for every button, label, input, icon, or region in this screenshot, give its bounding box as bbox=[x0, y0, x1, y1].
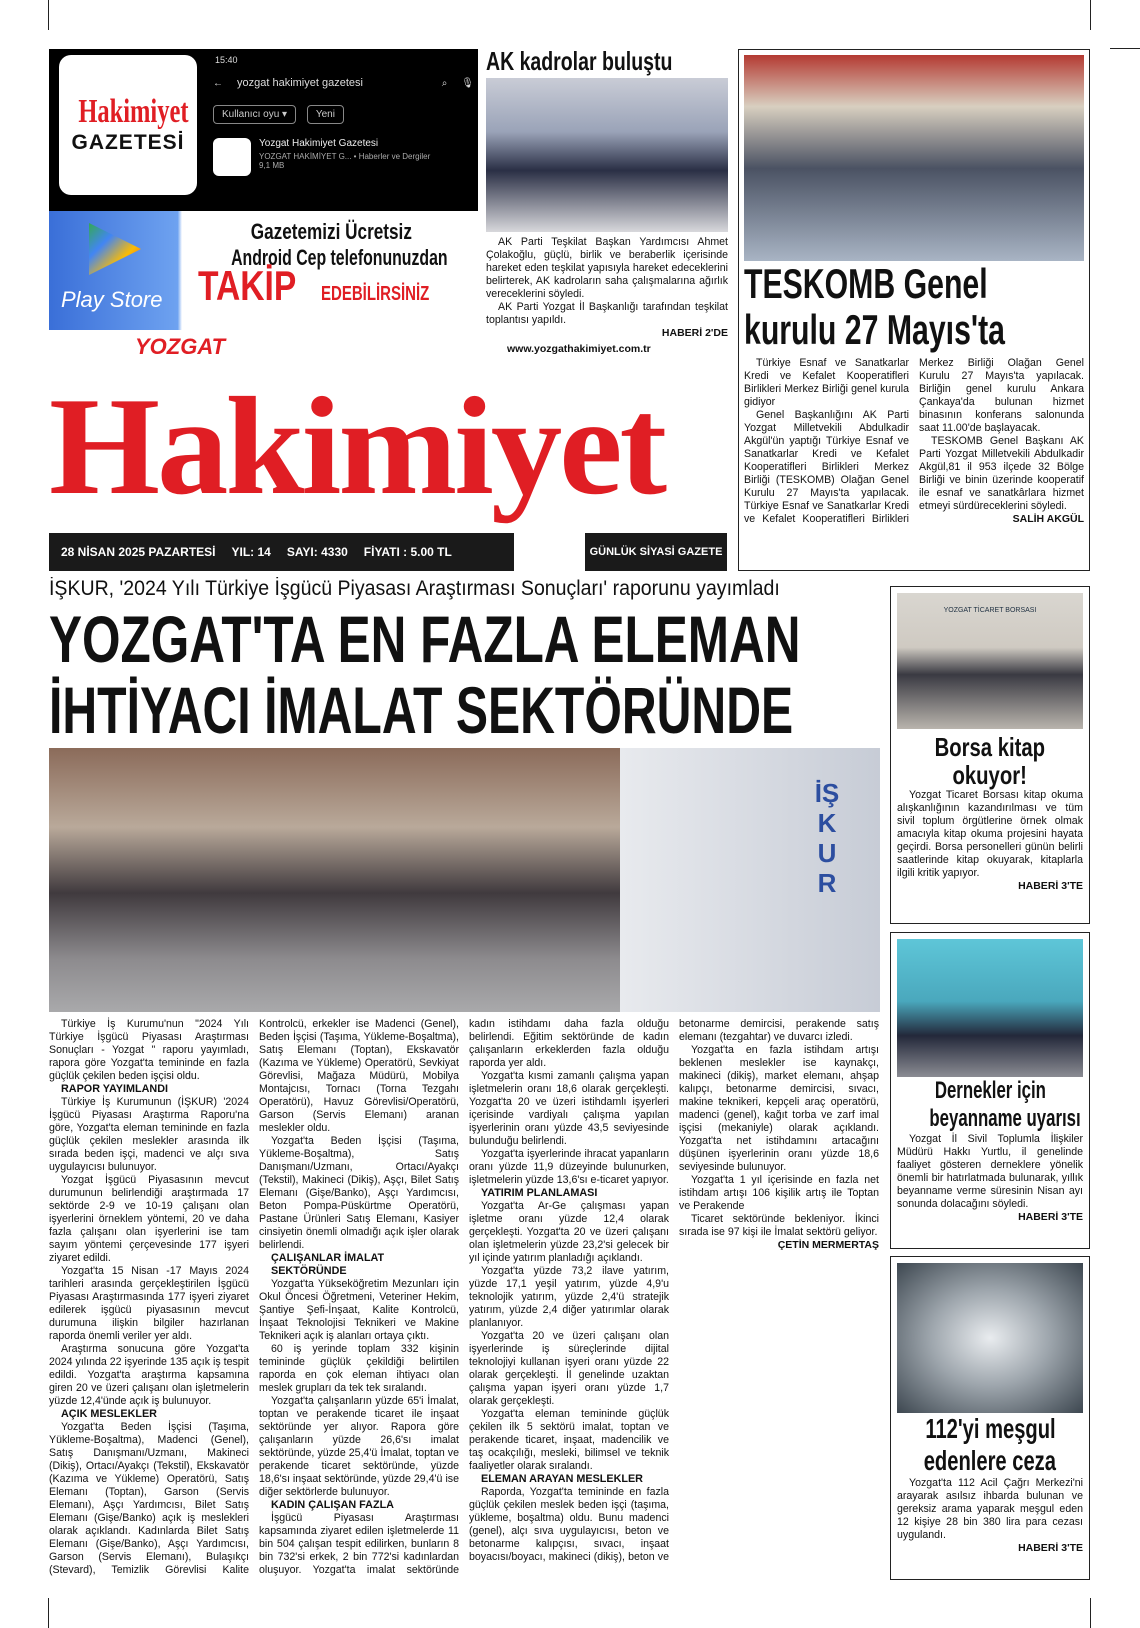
iskur-sign: İŞKUR bbox=[814, 778, 840, 898]
crop-mark bbox=[1110, 48, 1140, 49]
issue-number: SAYI: 4330 bbox=[286, 545, 348, 559]
search-text: yozgat hakimiyet gazetesi bbox=[237, 77, 363, 89]
borsa-photo bbox=[897, 593, 1083, 729]
ad-line-1: Gazetemizi Ücretsiz bbox=[250, 219, 413, 244]
article-paragraph: Yozgat'ta çalışanların yüzde 65'i İmalat, toptan ve perakende ticaret ile inşaat sektöründe yer alıyor. Rapora göre çalışanların yüzde 26,6'sı imalat sektöründe, yüzde 25,4'ü İmalat, toptan ve perakende ticaret sektöründe, yüzde 18,6'sı inşaat sektöründe, yüzde 29,4'ü ise diğer sektörlerde bulunuyor. bbox=[259, 1395, 459, 1498]
filter-chip: Yeni bbox=[307, 105, 344, 124]
side-story-title: Borsa kitap bbox=[934, 732, 1046, 762]
crop-mark bbox=[48, 1598, 49, 1628]
article-paragraph: Araştırma sonucuna göre Yozgat'ta 2024 yılında 22 işyerinde 135 açık iş tespit edildi. Yozgat'ta araştırma kapsamına giren 20 ve üzeri çalışanı olan işletmelerin yüzde 12,4'ünde açık iş bulunuyor. bbox=[49, 1343, 249, 1407]
teskomb-paragraph: Genel Başkanlığını AK Parti Yozgat Milletvekili Abdulkadir Akgül'ün yaptığı Türkiye Esnaf ve Sanatkarlar Kredi ve Kefalet Kooperatifleri Birlikleri Merkez Birliği (TESKOMB) Olağan Genel Kurulu 27 Mayıs'ta yapılacak. Türkiye Esnaf ve Sanatkarlar Kredi ve Kefalet Kooperatifleri Birlikleri Merkez Birliği Olağan Genel Kurulu 27 Mayıs'ta yapılacak. Birliğin genel kurulu Ankara Çankaya'da bulunan hizmet binasının konferans salonunda saat 11.00'de başlayacak. bbox=[744, 357, 1084, 525]
date-bar bbox=[49, 533, 514, 571]
issue-price: FİYATI : 5.00 TL bbox=[363, 545, 452, 559]
ak-story bbox=[486, 46, 728, 340]
crop-mark bbox=[48, 0, 49, 30]
side-story-ref: HABERİ 3'TE bbox=[1018, 1211, 1083, 1223]
article-paragraph: Yozgat'ta Ar-Ge çalışması yapan işletme oranı yüzde 12,4 olarak gerçekleşti. Yozgat'ta 20 ve üzeri çalışanı olan işletmelerin yüzde 23,2'si gelecek bir yıl içinde yatırım planladığı açıklandı. bbox=[469, 1200, 669, 1264]
photo-banner: YOZGAT TİCARET BORSASI bbox=[943, 607, 1037, 614]
logo-subtitle: GAZETESİ bbox=[71, 131, 185, 154]
article-paragraph: Türkiye İş Kurumu'nun "2024 Yılı Türkiye İşgücü Piyasası Araştırması Sonuçları - Yozgat " raporu yayımladı, rapora göre Yozgat'ta temininde en fazla güçlük çekilen beden işçisi oldu. bbox=[49, 1018, 249, 1082]
back-arrow-icon: ← bbox=[213, 77, 223, 89]
ad-edebilirsiniz: EDEBİLİRSİNİZ bbox=[320, 283, 430, 305]
masthead-name: Hakimiyet bbox=[49, 369, 664, 524]
article-paragraph: Yozgat'ta Yükseköğretim Mezunları için Okul Öncesi Öğretmeni, Veteriner Hekim, Şantiye Şefi-İnşaat, Kalite Kontrolcü, İnşaat Teknolojisi Teknikeri ve Makine Teknikeri açık iş alanları ortaya çıktı. bbox=[259, 1278, 459, 1342]
teskomb-byline: SALİH AKGÜL bbox=[1012, 513, 1084, 525]
issue-year: YIL: 14 bbox=[231, 545, 271, 559]
official-photo bbox=[897, 939, 1083, 1077]
microphone-icon: 🎙 bbox=[461, 77, 474, 89]
website-link[interactable]: www.yozgathakimiyet.com.tr bbox=[507, 343, 651, 355]
side-story-ref: HABERİ 3'TE bbox=[1018, 1542, 1083, 1554]
ad-banner bbox=[49, 211, 478, 330]
article-paragraph: İşgücü Piyasası Araştırması kapsamında ziyaret edilen işletmelerde 11 bin 504 çalışan tespit edilirken, bunların 8 bin 732'si erkek, 2 bin 772'si kadınlardan oluşuyor. Yozgat'ta imalat sektöründe kadın istihdamı daha fazla olduğu belirlendi. Eğitim sektöründe de kadın çalışanların erkeklerden fazla olduğu raporda yer aldı. bbox=[259, 1018, 669, 1576]
street-photo bbox=[49, 748, 880, 1012]
app-name: Yozgat Hakimiyet Gazetesi bbox=[259, 138, 379, 149]
masthead bbox=[49, 334, 729, 530]
article-paragraph: Yozgat'ta Beden İşçisi (Taşıma, Yükleme-Boşaltma), Madenci (Genel), Satış Danışmanı/Uzmanı, Makineci (Dikiş), Ortacı/Ayakçı (Tekstil), Ekskavatör (Kazıma ve Yükleme) Operatörü, Satış Elemanı (Toptan), Garson (Servis Elemanı), Aşçı Yardımcısı, Bilet Satış Elemanı (Gişe/Banko) açık iş meslekleri olarak açıklandı. Kadınlarda Bilet Satış Elemanı (Gişe/Banko), Aşçı Yardımcısı, Garson (Servis Elemanı), Bulaşıkçı (Stevard), Temizlik Görevlisi Kalite Kontrolcü, erkekler ise Madenci (Genel), Beden İşçisi (Taşıma, Yükleme-Boşaltma), Satış Elemanı (Toptan), Ekskavatör (Kazıma ve Yükleme) Operatörü, Sevkiyat Görevlisi, Mağaza Müdürü, Mobilya Montajcısı, Tornacı (Torna Tezgahı Operatörü), Havuz Görevlisi/Operatörü, Garson (Servis Elemanı) aranan meslekler oldu. bbox=[49, 1018, 459, 1576]
phone-screenshot bbox=[209, 49, 478, 209]
article-paragraph: Yozgat'ta eleman temininde güçlük çekilen ilk 5 sektörü imalat, toptan ve perakende ticaret, inşaat, madencilik ve taş ocakçılığı, mesleki, bilimsel ve teknik faaliyetler olarak sıralandı. bbox=[469, 1408, 669, 1472]
article-paragraph: Ticaret sektöründe bekleniyor. İkinci sırada ise 97 kişi ile İmalat sektörü geliyor. bbox=[679, 1213, 879, 1238]
app-publisher: YOZGAT HAKİMİYET G... • Haberler ve Dergiler bbox=[259, 152, 431, 161]
ad-takip: TAKİP bbox=[197, 262, 297, 309]
article-subheading: KADIN ÇALIŞAN FAZLA bbox=[271, 1499, 394, 1511]
play-store-label: Play Store bbox=[61, 287, 163, 312]
ak-story-paragraph: AK Parti Yozgat İl Başkanlığı tarafından teşkilat toplantısı yapıldı. bbox=[486, 301, 728, 326]
article-subheading: RAPOR YAYIMLANDI bbox=[61, 1083, 168, 1095]
crop-mark bbox=[1090, 1598, 1091, 1628]
teskomb-title: kurulu 27 Mayıs'ta bbox=[744, 306, 1005, 353]
article-paragraph: Türkiye İş Kurumunun (İŞKUR) '2024 İşgücü Piyasası Araştırma Raporu'na göre, Yozgat'ta eleman temininde en fazla güçlük çekilen meslekler arasında ilk sırada beden işçi, madenci ve alçı sıva uygulayıcısı bulunuyor. bbox=[49, 1096, 249, 1173]
search-icon: ⌕ bbox=[441, 77, 448, 89]
article-subheading: AÇIK MESLEKLER bbox=[61, 1408, 157, 1420]
side-story-ref: HABERİ 3'TE bbox=[1018, 880, 1083, 892]
article-paragraph: Raporda, Yozgat'ta temininde en fazla güçlük çekilen meslek beden işçi (taşıma, yükleme, boşaltma) oldu. Bunu madenci (genel), alçı sıva uygulayıcısı, beton ve betonarme kalıpçısı, sıvacı, inşaat boyacısı/boyacı, makineci (dikiş), beton ve betonarme demircisi, perakende satış elemanı (tezgahtar) ve duvarcı izledi. bbox=[469, 1018, 879, 1563]
teskomb-title: TESKOMB Genel bbox=[744, 260, 988, 307]
teskomb-story bbox=[738, 49, 1090, 571]
article-paragraph: Yozgat'ta Beden İşçisi (Taşıma, Yükleme-Boşaltma), Satış Danışmanı/Uzmanı, Ortacı/Ayakçı (Tekstil), Makineci (Dikiş), Aşçı, Bilet Satış Elemanı (Gişe/Banko), Aşçı Yardımcısı, Beton Pompa-Püskürtme Operatörü, Pastane Ürünleri Satış Elemanı, Kasiyer cinsiyetin önemli olmadığı açık işler olarak belirlendi. bbox=[259, 1135, 459, 1251]
side-story-title: okuyor! bbox=[952, 760, 1028, 790]
side-story bbox=[890, 1256, 1090, 1580]
side-story bbox=[890, 932, 1090, 1249]
logo-name: Hakimiyet bbox=[78, 93, 189, 130]
status-time: 15:40 bbox=[215, 55, 238, 65]
article-paragraph: Yozgat İşgücü Piyasasının mevcut durumunun belirlendiği araştırmada 17 sektörde 2-9 ve 10-19 çalışanı olan işyerlerini örneklem yöntemi, 20 ve daha fazla çalışanı olan işyerlerini ise tam sayım yöntemi çerçevesinde 177 işyeri ziyaret edildi. bbox=[49, 1174, 249, 1264]
article-paragraph: Yozgat'ta işyerlerinde ihracat yapanların oranı yüzde 11,9 düzeyinde bulunurken, işletmelerin yüzde 13,6'sı e-ticaret yapıyor. bbox=[469, 1148, 669, 1186]
main-headline: YOZGAT'TA EN FAZLA ELEMAN bbox=[49, 602, 801, 676]
side-story-title: beyanname uyarısı bbox=[929, 1105, 1081, 1132]
app-advertisement bbox=[49, 49, 478, 330]
article-paragraph: Yozgat'ta 15 Nisan -17 Mayıs 2024 tarihleri arasında gerçekleştirilen İşgücü Piyasası Araştırmasında 177 işyeri ziyaret edilerek işgücü piyasasının mevcut durumuna ilişkin bilgiler hazırlanan raporda önemli veriler yer aldı. bbox=[49, 1265, 249, 1342]
ak-story-ref: HABERİ 2'DE bbox=[661, 327, 728, 339]
masthead-city: YOZGAT bbox=[135, 334, 226, 359]
article-byline: ÇETİN MERMERTAŞ bbox=[777, 1239, 879, 1251]
side-story bbox=[890, 586, 1090, 924]
side-story-text: Yozgat'ta 112 Acil Çağrı Merkezi'ni arayarak asılsız ihbarda bulunan ve gereksiz arama yaparak meşgul eden 12 kişiye 28 bin 380 lira para cezası uygulandı. bbox=[897, 1477, 1083, 1541]
ak-story-title: AK kadrolar buluştu bbox=[486, 46, 673, 76]
iskur-building bbox=[620, 748, 880, 1012]
article-subheading: ELEMAN ARAYAN MESLEKLER bbox=[481, 1473, 643, 1485]
side-story-title: Dernekler için bbox=[934, 1077, 1046, 1104]
side-story-text: Yozgat İl Sivil Toplumla İlişkiler Müdürü Hakkı Yurtlu, il genelinde faaliyet gösteren derneklere yönelik önemli bir hatırlatmada bulunarak, yıllık beyanname verme süresinin Nisan ayı sonunda dolacağını söyledi. bbox=[897, 1133, 1083, 1210]
article-subheading: YATIRIM PLANLAMASI bbox=[481, 1187, 598, 1199]
call-center-photo bbox=[897, 1263, 1083, 1413]
teskomb-paragraph: Türkiye Esnaf ve Sanatkarlar Kredi ve Kefalet Kooperatifleri Birlikleri Merkez Birliği genel kurula gidiyor bbox=[744, 357, 909, 408]
main-kicker-wrap bbox=[49, 576, 889, 602]
newspaper-app-logo bbox=[59, 55, 197, 195]
ak-story-paragraph: AK Parti Teşkilat Başkan Yardımcısı Ahmet Çolakoğlu, güçlü, birlik ve beraberlik içerisinde hareket eden teşkilat yapısıyla hareket edeceklerini belirterek, AK kadroların saha çalışmalarına ağırlık vereceklerini söyledi. bbox=[486, 236, 728, 300]
app-size: 9,1 MB bbox=[259, 161, 285, 170]
filter-chip: Kullanıcı oyu ▾ bbox=[213, 105, 296, 124]
app-icon bbox=[213, 138, 251, 176]
article-subheading: ÇALIŞANLAR İMALAT SEKTÖRÜNDE bbox=[271, 1252, 385, 1277]
main-article-body bbox=[49, 1018, 879, 1578]
main-kicker: İŞKUR, '2024 Yılı Türkiye İşgücü Piyasası Araştırması Sonuçları' raporunu yayımladı bbox=[49, 577, 780, 600]
tagline: GÜNLÜK SİYASİ GAZETE bbox=[585, 533, 727, 571]
meeting-photo bbox=[486, 78, 728, 232]
article-paragraph: Yozgat'ta kısmi zamanlı çalışma yapan işletmelerin oranı 18,6 olarak gerçekleşti. Yozgat'ta 20 ve üzeri istihdamlı işyerleri içerisinde vardiyalı çalışma yapılan işyerlerinin oranı yüzde 43,5 seviyesinde bulunduğu belirlendi. bbox=[469, 1070, 669, 1147]
main-headline: İHTİYACI İMALAT SEKTÖRÜNDE bbox=[49, 673, 794, 747]
article-paragraph: Yozgat'ta yüzde 73,2 ilave yatırım, yüzde 17,1 yeşil yatırım, yüzde 4,9'u teknolojik yatırım, yüzde 2,4'ü stratejik yatırım, yüzde 2,4 diğer yatırımlar olarak planlanıyor. bbox=[469, 1265, 669, 1329]
side-story-text: Yozgat Ticaret Borsası kitap okuma alışkanlığının kazandırılması ve tüm sivil toplum örgütlerine örnek olmak amacıyla kitap okuma projesini hayata geçirdi. Borsa personelleri günün belirli saatlerinde kitap okuyarak, kitaplarla ilgili kritik yapıyor. bbox=[897, 789, 1083, 879]
teskomb-meeting-photo bbox=[744, 55, 1084, 261]
side-story-title: 112'yi meşgul bbox=[924, 1413, 1056, 1444]
article-paragraph: Yozgat'ta 1 yıl içerisinde en fazla net istihdam artışı 106 kişilik artış ile Toptan ve Perakende bbox=[679, 1174, 879, 1212]
issue-date: 28 NİSAN 2025 PAZARTESİ bbox=[61, 545, 216, 559]
play-store-icon bbox=[89, 223, 141, 275]
crop-mark bbox=[1090, 0, 1091, 30]
ad-line-2: Android Cep telefonunuzdan bbox=[231, 245, 448, 270]
article-paragraph: Yozgat'ta 20 ve üzeri çalışanı olan işyerlerinde iş süreçlerinde dijital teknolojiyi kullanan işyeri oranı yüzde 22 olarak gerçekleşti. İl genelinde uzaktan çalışma yapan işyeri oranı yüzde 1,7 olarak gerçekleşti. bbox=[469, 1330, 669, 1407]
article-paragraph: 60 iş yerinde toplam 332 kişinin temininde güçlük çekildiği belirtilen raporda en çok eleman ihtiyacı olan meslek grupları da tek tek sıralandı. bbox=[259, 1343, 459, 1394]
teskomb-paragraph: TESKOMB Genel Başkanı AK Parti Yozgat Milletvekili Abdulkadir Akgül,81 il 953 ilçede 32 Bölge Birliği ve binin üzerinde kooperatif ile esnaf ve sanatkârlara hizmet etmeyi sürdüreceklerini söyledi. bbox=[919, 435, 1084, 512]
article-paragraph: Yozgat'ta en fazla istihdam artışı beklenen meslekler ise kaynakçı, makineci (dikiş), market elemanı, ahşap kalıpçı, betonarme demircisi, sıvacı, makine teknikeri, kepçeli araç operatörü, madenci (genel), kağıt torba ve zarf imal işçisi (mekaniyle) olarak açıklandı. Yozgat'ta net istihdamını artacağını düşünen işyerlerinin oranı yüzde 18,6 seviyesinde bulunuyor. bbox=[679, 1044, 879, 1173]
side-story-title: edenlere ceza bbox=[923, 1445, 1057, 1476]
